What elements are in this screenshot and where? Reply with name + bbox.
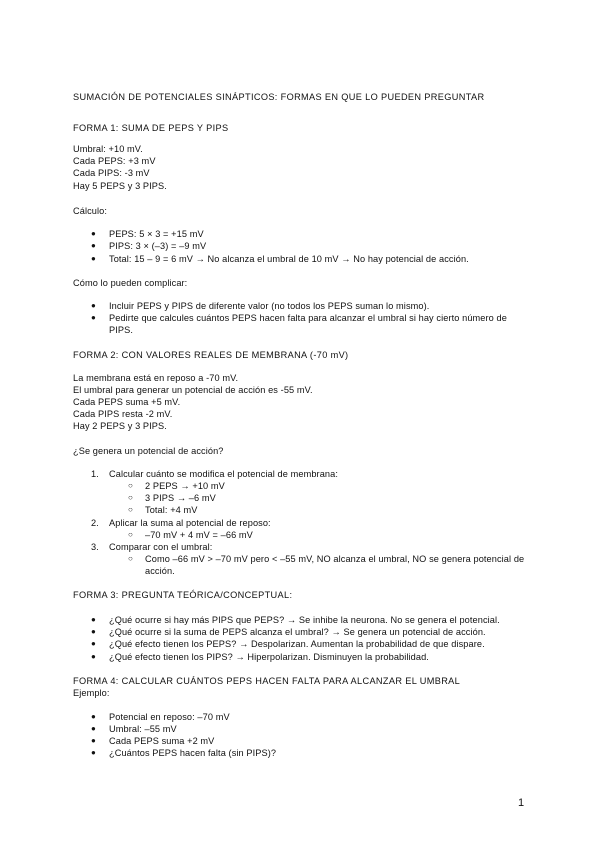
sub-item-continuation: acción. (145, 566, 175, 576)
circle-bullet-icon: ○ (128, 493, 133, 502)
page-number: 1 (518, 797, 525, 809)
forma2-heading: FORMA 2: CON VALORES REALES DE MEMBRANA (-70 mV) (73, 350, 349, 360)
bullet-icon: ● (91, 748, 96, 757)
forma2-given: La membrana está en reposo a -70 mV. (73, 373, 239, 383)
circle-bullet-icon: ○ (128, 481, 133, 490)
bullet-icon: ● (91, 712, 96, 721)
list-item: Umbral: –55 mV (109, 724, 177, 734)
forma1-given: Umbral: +10 mV. (73, 144, 143, 154)
forma1-heading: FORMA 1: SUMA DE PEPS Y PIPS (73, 123, 229, 133)
list-item: ¿Cuántos PEPS hacen falta (sin PIPS)? (109, 748, 277, 758)
step-text: Aplicar la suma al potencial de reposo: (109, 518, 271, 528)
bullet-icon: ● (91, 639, 96, 648)
sub-item: –70 mV + 4 mV = –66 mV (145, 530, 253, 540)
forma2-given: El umbral para generar un potencial de acción es -55 mV. (73, 385, 313, 395)
list-item: Total: 15 – 9 = 6 mV → No alcanza el umbral de 10 mV → No hay potencial de acción. (109, 254, 469, 264)
bullet-icon: ● (91, 736, 96, 745)
step-number: 2. (91, 518, 99, 528)
forma4-heading: FORMA 4: CALCULAR CUÁNTOS PEPS HACEN FALTA PARA ALCANZAR EL UMBRAL (73, 676, 461, 686)
step-text: Calcular cuánto se modifica el potencial de membrana: (109, 469, 338, 479)
forma2-given: Cada PIPS resta -2 mV. (73, 409, 173, 419)
bullet-icon: ● (91, 724, 96, 733)
list-item: ¿Qué efecto tienen los PEPS? → Despolarizan. Aumentan la probabilidad de que dispare. (109, 639, 485, 649)
forma1-complicate-label: Cómo lo pueden complicar: (73, 278, 188, 288)
sub-item: Como –66 mV > –70 mV pero < –55 mV, NO alcanza el umbral, NO se genera potencial de (145, 554, 525, 564)
sub-item: 3 PIPS → –6 mV (145, 493, 216, 503)
forma1-given: Hay 5 PEPS y 3 PIPS. (73, 181, 167, 191)
bullet-icon: ● (91, 301, 96, 310)
step-number: 1. (91, 469, 99, 479)
list-item-continuation: PIPS. (109, 325, 133, 335)
list-item: PIPS: 3 × (–3) = –9 mV (109, 241, 207, 251)
list-item: ¿Qué ocurre si la suma de PEPS alcanza el umbral? → Se genera un potencial de acción. (109, 627, 486, 637)
list-item: Cada PEPS suma +2 mV (109, 736, 215, 746)
bullet-icon: ● (91, 652, 96, 661)
forma1-given: Cada PIPS: -3 mV (73, 168, 150, 178)
bullet-icon: ● (91, 313, 96, 322)
list-item: Incluir PEPS y PIPS de diferente valor (no todos los PEPS suman lo mismo). (109, 301, 430, 311)
list-item: Pedirte que calcules cuántos PEPS hacen falta para alcanzar el umbral si hay cierto número de (109, 313, 507, 323)
bullet-icon: ● (91, 229, 96, 238)
forma4-example-label: Ejemplo: (73, 688, 110, 698)
forma1-given: Cada PEPS: +3 mV (73, 156, 156, 166)
forma1-calc-label: Cálculo: (73, 206, 107, 216)
bullet-icon: ● (91, 627, 96, 636)
step-text: Comparar con el umbral: (109, 542, 213, 552)
bullet-icon: ● (91, 615, 96, 624)
sub-item: 2 PEPS → +10 mV (145, 481, 225, 491)
list-item: Potencial en reposo: –70 mV (109, 712, 230, 722)
forma2-given: Cada PEPS suma +5 mV. (73, 397, 181, 407)
step-number: 3. (91, 542, 99, 552)
circle-bullet-icon: ○ (128, 554, 133, 563)
bullet-icon: ● (91, 254, 96, 263)
list-item: ¿Qué ocurre si hay más PIPS que PEPS? → Se inhibe la neurona. No se genera el potencial. (109, 615, 500, 625)
page-title: SUMACIÓN DE POTENCIALES SINÁPTICOS: FORMAS EN QUE LO PUEDEN PREGUNTAR (73, 92, 485, 102)
list-item: ¿Qué efecto tienen los PIPS? → Hiperpolarizan. Disminuyen la probabilidad. (109, 652, 429, 662)
forma2-question: ¿Se genera un potencial de acción? (73, 446, 224, 456)
list-item: PEPS: 5 × 3 = +15 mV (109, 229, 204, 239)
forma2-given: Hay 2 PEPS y 3 PIPS. (73, 421, 167, 431)
circle-bullet-icon: ○ (128, 505, 133, 514)
circle-bullet-icon: ○ (128, 530, 133, 539)
bullet-icon: ● (91, 241, 96, 250)
forma3-heading: FORMA 3: PREGUNTA TEÓRICA/CONCEPTUAL: (73, 590, 293, 600)
sub-item: Total: +4 mV (145, 505, 198, 515)
